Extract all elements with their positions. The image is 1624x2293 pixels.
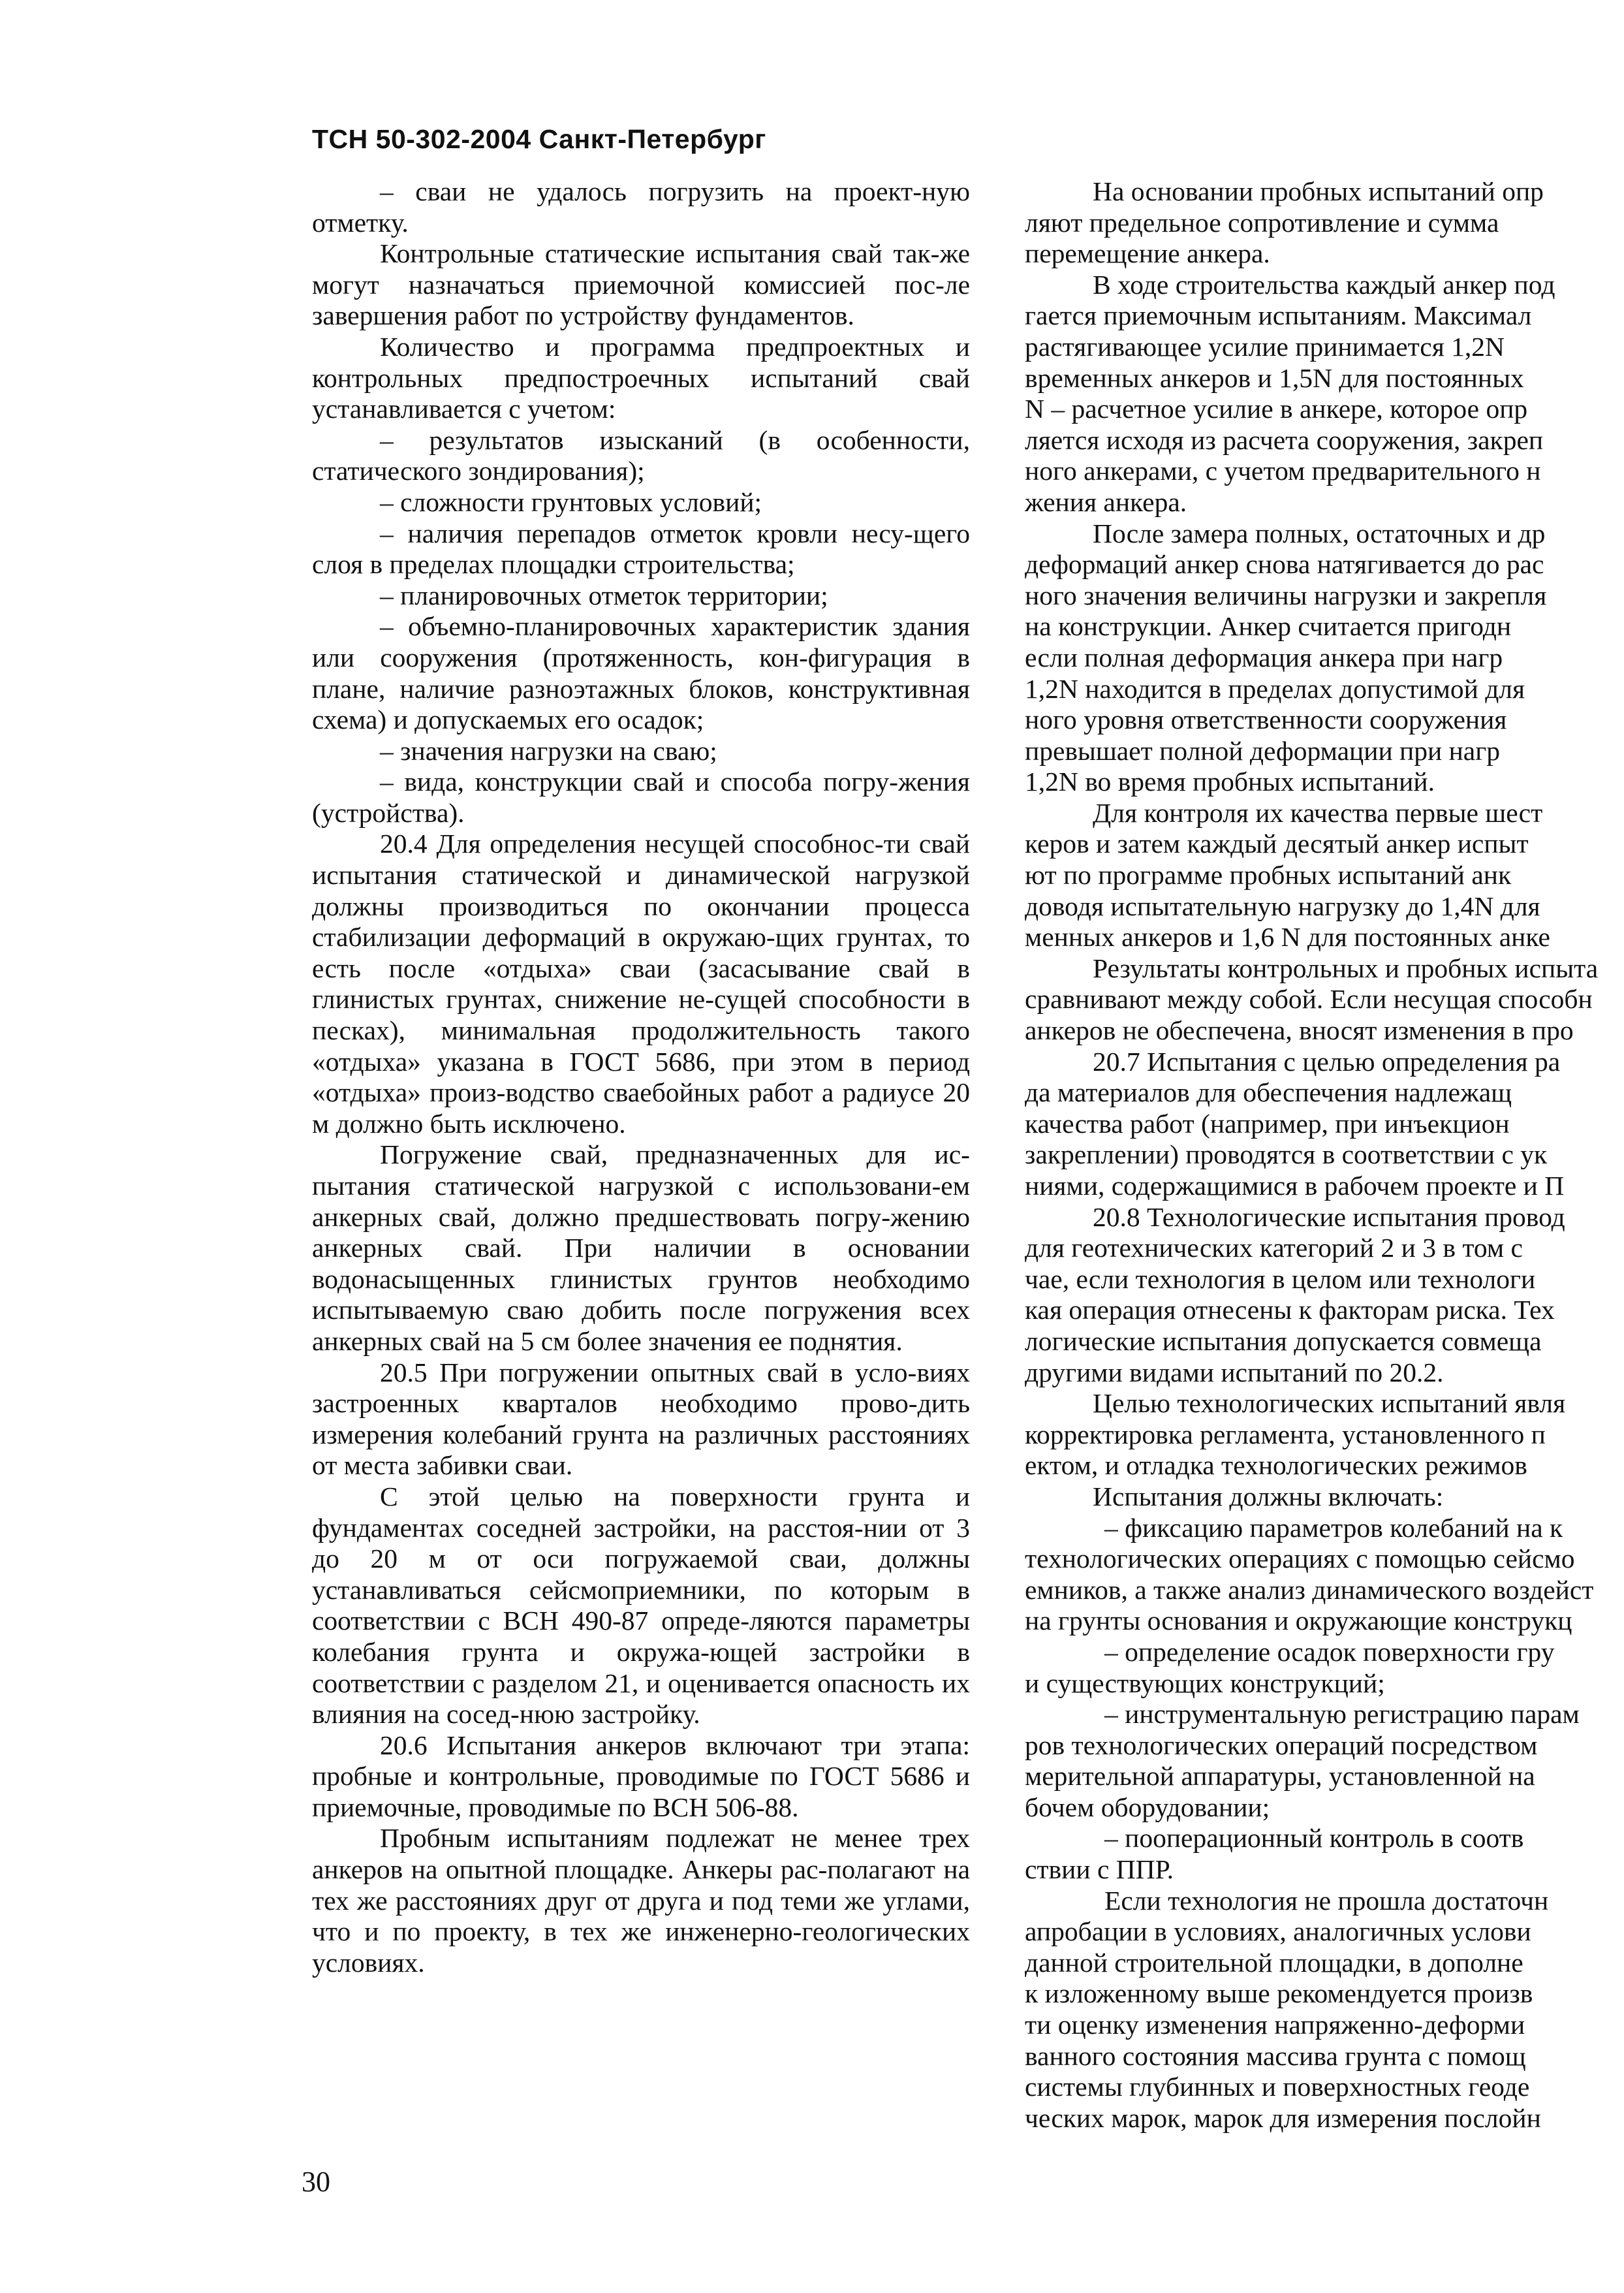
text-line: ного анкерами, с учетом предварительного н	[1025, 456, 1541, 486]
text-line: керов и затем каждый десятый анкер испыт	[1025, 829, 1529, 859]
text-line: ляется исходя из расчета сооружения, закреп	[1025, 424, 1544, 455]
text-line: После замера полных, остаточных и др	[1093, 518, 1546, 548]
text-line: анкеров не обеспечена, вносят изменения в про	[1025, 1015, 1574, 1046]
text-line: гается приемочным испытаниям. Максимал	[1025, 300, 1532, 331]
paragraph: – сваи не удалось погрузить на проект-ную отметку.	[312, 176, 970, 238]
text-line: апробации в условиях, аналогичных услови	[1025, 1916, 1531, 1947]
page-number: 30	[302, 2166, 330, 2198]
text-line: технологических операциях с помощью сейсмо	[1025, 1543, 1575, 1574]
text-line: ванного состояния массива грунта с помощ	[1025, 2040, 1526, 2071]
text-line: кая операция отнесены к факторам риска. Тех	[1025, 1295, 1555, 1325]
text-line: корректировка регламента, установленного п	[1025, 1419, 1546, 1449]
paragraph: 20.5 При погружении опытных свай в усло-виях застроенных кварталов необходимо прово-дить измерения колебаний грунта на различных расстояниях от места забивки сваи.	[312, 1357, 970, 1481]
text-line: ствии с ППР.	[1025, 1854, 1174, 1885]
left-column	[312, 176, 970, 1978]
text-line: ного значения величины нагрузки и закрепля	[1025, 580, 1547, 610]
text-line: ектом, и отладка технологических режимов	[1025, 1450, 1527, 1481]
text-line: – определение осадок поверхности гру	[1104, 1636, 1555, 1667]
text-line: системы глубинных и поверхностных геоде	[1025, 2072, 1530, 2102]
list-item: – наличия перепадов отметок кровли несу-щего слоя в пределах площадки строительства;	[312, 518, 970, 580]
text-line: ческих марок, марок для измерения послойн	[1025, 2102, 1541, 2133]
list-item: – значения нагрузки на сваю;	[380, 735, 717, 766]
text-line: доводя испытательную нагрузку до 1,4N для	[1025, 891, 1540, 921]
text-line: на конструкции. Анкер считается пригодн	[1025, 611, 1512, 642]
list-item: – планировочных отметок территории;	[380, 580, 828, 610]
text-line: чае, если технология в целом или технологи	[1025, 1263, 1536, 1294]
text-line: бочем оборудовании;	[1025, 1792, 1270, 1822]
text-line: закреплении) проводятся в соответствии с ук	[1025, 1139, 1548, 1170]
text-line: Целью технологических испытаний явля	[1093, 1388, 1566, 1419]
text-line: жения анкера.	[1025, 486, 1187, 517]
paragraph: 20.6 Испытания анкеров включают три этапа: пробные и контрольные, проводимые по ГОСТ 5686 и приемочные, проводимые по ВСН 506-88.	[312, 1730, 970, 1822]
text-line: к изложенному выше рекомендуется произв	[1025, 1978, 1533, 2009]
text-line: – пооперационный контроль в соотв	[1104, 1823, 1524, 1854]
text-line: 1,2N находится в пределах допустимой для	[1025, 673, 1525, 704]
text-line: на грунты основания и окружающие конструкц	[1025, 1605, 1572, 1636]
text-line: ного уровня ответственности сооружения	[1025, 704, 1507, 735]
text-line: В ходе строительства каждый анкер под	[1093, 269, 1555, 300]
text-line: менных анкеров и 1,6 N для постоянных анке	[1025, 922, 1550, 953]
list-item: – вида, конструкции свай и способа погру-жения (устройства).	[312, 767, 970, 828]
text-line: и существующих конструкций;	[1025, 1668, 1385, 1698]
text-line: сравнивают между собой. Если несущая способн	[1025, 984, 1593, 1015]
text-line: другими видами испытаний по 20.2.	[1025, 1357, 1444, 1387]
text-line: 20.8 Технологические испытания провод	[1093, 1201, 1565, 1232]
text-line: На основании пробных испытаний опр	[1093, 176, 1544, 206]
text-line: если полная деформация анкера при нагр	[1025, 642, 1503, 672]
text-line: емников, а также анализ динамического воздейст	[1025, 1574, 1594, 1605]
text-line: ляют предельное сопротивление и сумма	[1025, 207, 1499, 238]
text-line: Испытания должны включать:	[1093, 1481, 1444, 1511]
text-line: мерительной аппаратуры, установленной на	[1025, 1761, 1535, 1792]
text-line: перемещение анкера.	[1025, 238, 1270, 269]
text-line: ти оценку изменения напряженно-деформи	[1025, 2010, 1525, 2040]
text-line: Если технология не прошла достаточн	[1104, 1885, 1549, 1916]
paragraph: Контрольные статические испытания свай так-же могут назначаться приемочной комиссией пос-ле завершения работ по устройству фундаментов.	[312, 238, 970, 331]
list-item: – результатов изысканий (в особенности, статического зондирования);	[312, 424, 970, 486]
page-header: ТСН 50-302-2004 Санкт-Петербург	[312, 124, 766, 154]
text-line: Результаты контрольных и пробных испыта	[1093, 953, 1599, 983]
paragraph: 20.4 Для определения несущей способнос-ти свай испытания статической и динамической нагрузкой должны производиться по окончании процесса стабилизации деформаций в окружаю-щих грунтах, то есть после «отдыха» сваи (засасывание свай в глинистых грунтах, снижение не-сущей способности в песках), минимальная продолжительность такого «отдыха» указана в ГОСТ 5686, при этом в период «отдыха» произ-водство сваебойных работ а радиусе 20 м должно быть исключено.	[312, 829, 970, 1139]
text-line: N – расчетное усилие в анкере, которое опр	[1025, 394, 1528, 424]
paragraph: Пробным испытаниям подлежат не менее трех анкеров на опытной площадке. Анкеры рас-полагают на тех же расстояниях друг от друга и под теми же углами, что и по проекту, в тех же инженерно-геологических условиях.	[312, 1823, 970, 1978]
text-line: Для контроля их качества первые шест	[1093, 797, 1543, 828]
text-line: превышает полной деформации при нагр	[1025, 735, 1500, 766]
text-line: да материалов для обеспечения надлежащ	[1025, 1077, 1512, 1108]
list-item: – сложности грунтовых условий;	[380, 486, 762, 517]
text-line: 1,2N во время пробных испытаний.	[1025, 767, 1435, 797]
right-column	[1025, 176, 1624, 2134]
list-item: – объемно-планировочных характеристик здания или сооружения (протяженность, кон-фигурация в плане, наличие разноэтажных блоков, конструктивная схема) и допускаемых его осадок;	[312, 611, 970, 735]
text-line: ров технологических операций посредством	[1025, 1730, 1538, 1760]
text-line: для геотехнических категорий 2 и 3 в том с	[1025, 1233, 1523, 1263]
text-line: деформаций анкер снова натягивается до рас	[1025, 549, 1544, 580]
text-line: – фиксацию параметров колебаний на к	[1104, 1512, 1563, 1543]
text-line: – инструментальную регистрацию парам	[1104, 1699, 1580, 1730]
text-line: ниями, содержащимися в рабочем проекте и П	[1025, 1171, 1565, 1201]
paragraph: Количество и программа предпроектных и контрольных предпостроечных испытаний свай устанавливается с учетом:	[312, 331, 970, 424]
text-line: качества работ (например, при инъекцион	[1025, 1108, 1510, 1139]
text-line: 20.7 Испытания с целью определения ра	[1093, 1046, 1561, 1077]
paragraph: С этой целью на поверхности грунта и фундаментах соседней застройки, на расстоя-нии от 3 до 20 м от оси погружаемой сваи, должны устанавливаться сейсмоприемники, по которым в соответствии с ВСН 490-87 опреде-ляются параметры колебания грунта и окружа-ющей застройки в соответствии с разделом 21, и оценивается опасность их влияния на сосед-нюю застройку.	[312, 1481, 970, 1730]
text-line: временных анкеров и 1,5N для постоянных	[1025, 362, 1524, 393]
text-line: ют по программе пробных испытаний анк	[1025, 860, 1512, 891]
text-line: растягивающее усилие принимается 1,2N	[1025, 331, 1505, 362]
text-line: данной строительной площадки, в дополне	[1025, 1947, 1523, 1978]
text-line: логические испытания допускается совмеща	[1025, 1325, 1542, 1356]
paragraph: Погружение свай, предназначенных для ис-пытания статической нагрузкой с использовани-ем анкерных свай, должно предшествовать погру-жению анкерных свай. При наличии в основании водонасыщенных глинистых грунтов необходимо испытываемую сваю добить после погружения всех анкерных свай на 5 см более значения ее поднятия.	[312, 1139, 970, 1356]
